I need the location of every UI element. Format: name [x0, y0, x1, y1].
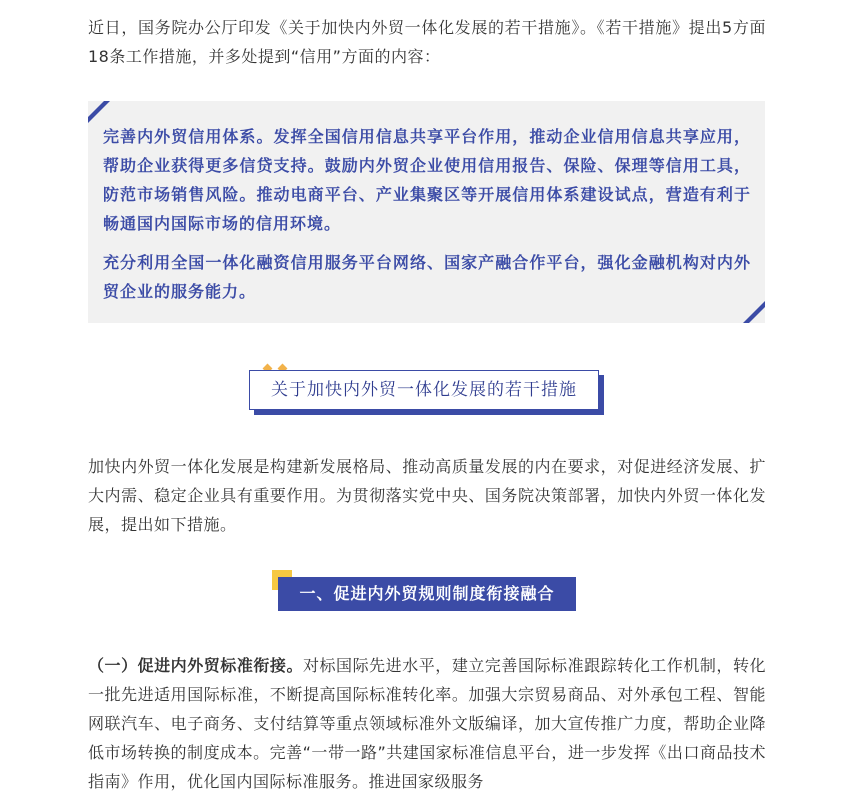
item-lead: （一）促进内外贸标准衔接。 — [88, 656, 303, 675]
quote-paragraph-2: 充分利用全国一体化融资信用服务平台网络、国家产融合作平台，强化金融机构对内外贸企业的服务能力。 — [103, 253, 751, 301]
section-item-paragraph — [88, 651, 766, 796]
corner-decoration-inner — [749, 307, 765, 323]
highlight-quote-box — [88, 101, 765, 323]
section-heading: 一、促进内外贸规则制度衔接融合 — [278, 577, 576, 611]
item-text: 对标国际先进水平，建立完善国际标准跟踪转化工作机制，转化一批先进适用国际标准，不断提高国际标准转化率。加强大宗贸易商品、对外承包工程、智能网联汽车、电子商务、支付结算等重点领域标准外文版编译，加大宣传推广力度，帮助企业降低市场转换的制度成本。完善“一带一路”共建国家标准信息平台，进一步发挥《出口商品技术指南》作用，优化国内国际标准服务。推进国家级服务 — [88, 656, 766, 791]
quote-paragraph-1: 完善内外贸信用体系。发挥全国信用信息共享平台作用，推动企业信用信息共享应用，帮助企业获得更多信贷支持。鼓励内外贸企业使用信用报告、保险、保理等信用工具，防范市场销售风险。推动电商平台、产业集聚区等开展信用体系建设试点，营造有利于畅通国内国际市场的信用环境。 — [103, 127, 751, 233]
body-intro-paragraph: 加快内外贸一体化发展是构建新发展格局、推动高质量发展的内在要求，对促进经济发展、扩大内需、稳定企业具有重要作用。为贯彻落实党中央、国务院决策部署，加快内外贸一体化发展，提出如下措施。 — [88, 457, 766, 534]
document-title-box — [249, 370, 599, 410]
corner-decoration-inner — [88, 101, 104, 117]
intro-paragraph: 近日，国务院办公厅印发《关于加快内外贸一体化发展的若干措施》。《若干措施》提出5方面18条工作措施，并多处提到“信用”方面的内容： — [88, 18, 766, 66]
document-title: 关于加快内外贸一体化发展的若干措施 — [271, 380, 577, 400]
